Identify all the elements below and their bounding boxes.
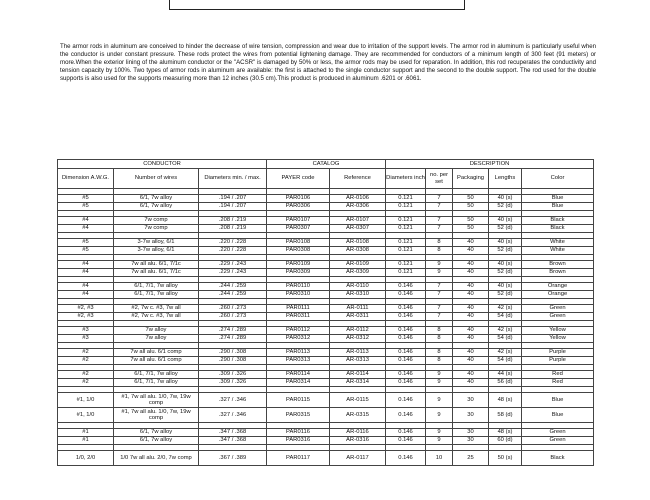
cell-reference: AR-0308 xyxy=(330,247,386,255)
cell-diameter-minmax: .229 / .243 xyxy=(199,261,267,269)
cell-wires: 7w comp xyxy=(114,217,199,225)
cell-color: Blue xyxy=(522,195,594,203)
cell-packaging: 40 xyxy=(453,283,489,291)
cell-length: 40 (s) xyxy=(489,239,522,247)
cell-diameter-inch: 0.146 xyxy=(386,327,426,335)
cell-color: Yellow xyxy=(522,335,594,343)
table-row xyxy=(58,349,594,357)
cell-color: Brown xyxy=(522,269,594,277)
cell-diameter-minmax: .244 / .259 xyxy=(199,283,267,291)
cell-diameter-minmax: .194 / .207 xyxy=(199,195,267,203)
cell-diameter-minmax: .244 / .259 xyxy=(199,291,267,299)
col-per-set: no. per set xyxy=(426,169,453,189)
cell-reference: AR-0113 xyxy=(330,349,386,357)
cell-packaging: 30 xyxy=(453,429,489,437)
table-row xyxy=(58,305,594,313)
cell-reference: AR-0109 xyxy=(330,261,386,269)
cell-payer-code: PAR0111 xyxy=(267,305,330,313)
cell-wires: 7w alloy xyxy=(114,327,199,335)
cell-diameter-inch: 0.146 xyxy=(386,349,426,357)
cell-color: White xyxy=(522,239,594,247)
cell-payer-code: PAR0114 xyxy=(267,371,330,379)
cell-dimension: #2 xyxy=(58,349,114,357)
cell-dimension: #2 xyxy=(58,357,114,365)
cell-length: 60 (d) xyxy=(489,437,522,445)
cell-dimension: #5 xyxy=(58,203,114,211)
cell-reference: AR-0316 xyxy=(330,437,386,445)
cell-packaging: 25 xyxy=(453,451,489,466)
cell-payer-code: PAR0311 xyxy=(267,313,330,321)
cell-diameter-inch: 0.146 xyxy=(386,335,426,343)
cell-packaging: 30 xyxy=(453,408,489,423)
cell-payer-code: PAR0108 xyxy=(267,239,330,247)
cell-dimension: #4 xyxy=(58,269,114,277)
cell-diameter-minmax: .274 / .289 xyxy=(199,327,267,335)
cell-per-set: 7 xyxy=(426,203,453,211)
cell-payer-code: PAR0314 xyxy=(267,379,330,387)
cell-dimension: #4 xyxy=(58,261,114,269)
cell-reference: AR-0116 xyxy=(330,429,386,437)
cell-payer-code: PAR0109 xyxy=(267,261,330,269)
cell-length: 48 (s) xyxy=(489,393,522,408)
table-row xyxy=(58,379,594,387)
cell-packaging: 40 xyxy=(453,335,489,343)
table-row xyxy=(58,429,594,437)
cell-length: 40 (s) xyxy=(489,283,522,291)
cell-diameter-minmax: .327 / .346 xyxy=(199,408,267,423)
cell-packaging: 40 xyxy=(453,291,489,299)
cell-length: 42 (s) xyxy=(489,327,522,335)
cell-color: Blue xyxy=(522,393,594,408)
cell-wires: 7w comp xyxy=(114,225,199,233)
cell-per-set: 10 xyxy=(426,451,453,466)
cell-packaging: 50 xyxy=(453,225,489,233)
cell-length: 42 (s) xyxy=(489,349,522,357)
cell-reference: AR-0311 xyxy=(330,313,386,321)
cell-dimension: #5 xyxy=(58,247,114,255)
cell-per-set: 9 xyxy=(426,408,453,423)
cell-diameter-inch: 0.146 xyxy=(386,451,426,466)
cell-reference: AR-0313 xyxy=(330,357,386,365)
table-row xyxy=(58,283,594,291)
cell-payer-code: PAR0107 xyxy=(267,217,330,225)
cell-payer-code: PAR0310 xyxy=(267,291,330,299)
cell-reference: AR-0115 xyxy=(330,393,386,408)
cell-diameter-inch: 0.121 xyxy=(386,195,426,203)
cell-dimension: #1 xyxy=(58,429,114,437)
cell-diameter-inch: 0.146 xyxy=(386,371,426,379)
table-row xyxy=(58,195,594,203)
cell-payer-code: PAR0110 xyxy=(267,283,330,291)
cell-wires: 6/1, 7w alloy xyxy=(114,203,199,211)
table-row xyxy=(58,269,594,277)
cell-per-set: 7 xyxy=(426,195,453,203)
cell-diameter-inch: 0.121 xyxy=(386,217,426,225)
cell-per-set: 7 xyxy=(426,217,453,225)
cell-color: Orange xyxy=(522,291,594,299)
cell-length: 52 (d) xyxy=(489,269,522,277)
cell-per-set: 9 xyxy=(426,393,453,408)
cell-packaging: 50 xyxy=(453,217,489,225)
cell-payer-code: PAR0309 xyxy=(267,269,330,277)
cell-dimension: #5 xyxy=(58,239,114,247)
armor-rod-table xyxy=(57,159,594,466)
group-header-row xyxy=(58,160,594,169)
cell-color: Green xyxy=(522,429,594,437)
cell-per-set: 9 xyxy=(426,261,453,269)
table-row xyxy=(58,261,594,269)
cell-packaging: 40 xyxy=(453,269,489,277)
cell-diameter-minmax: .208 / .219 xyxy=(199,217,267,225)
cell-reference: AR-0108 xyxy=(330,239,386,247)
cell-diameter-minmax: .220 / .228 xyxy=(199,239,267,247)
cell-diameter-minmax: .327 / .346 xyxy=(199,393,267,408)
cell-diameter-inch: 0.146 xyxy=(386,305,426,313)
cell-reference: AR-0111 xyxy=(330,305,386,313)
cell-diameter-inch: 0.121 xyxy=(386,261,426,269)
cell-diameter-inch: 0.146 xyxy=(386,429,426,437)
table-row xyxy=(58,357,594,365)
cell-reference: AR-0307 xyxy=(330,225,386,233)
intro-paragraph: The armor rods in aluminum are conceived to hinder the decrease of wire tension, compression and wear due to irritation of the support levels. The armor rod in aluminum is particularly useful when the conductor is under constant pressure. These rods protect the wires from potential lightening damage. They are recommended for conductors of a minimum length of 300 feet (91 meters) or more.When the exterior lining of the aluminum conductor or the "ACSR" is damaged by 50% or less, the armor rods may be used for reparation. In addition, this rod recuperates the conductivity and tension capacity by 100%. Two types of armor rods in aluminum are available: the first is attached to the single conductor support and the second to the double support. The rod used for the double supports is also used for the supports measuring more than 12 inches (30.5 cm).This product is produced in aluminum .6201 or .6061. xyxy=(60,43,596,83)
cell-length: 42 (s) xyxy=(489,305,522,313)
cell-wires: #2, 7w c. #3, 7w all xyxy=(114,305,199,313)
cell-per-set: 7 xyxy=(426,291,453,299)
cell-reference: AR-0117 xyxy=(330,451,386,466)
cell-packaging: 40 xyxy=(453,239,489,247)
cell-packaging: 30 xyxy=(453,437,489,445)
cell-reference: AR-0312 xyxy=(330,335,386,343)
cell-reference: AR-0110 xyxy=(330,283,386,291)
cell-dimension: #4 xyxy=(58,291,114,299)
cell-wires: 3-7w alloy, 6/1 xyxy=(114,239,199,247)
cell-diameter-inch: 0.121 xyxy=(386,269,426,277)
cell-reference: AR-0107 xyxy=(330,217,386,225)
table-row xyxy=(58,239,594,247)
col-reference: Reference xyxy=(330,169,386,189)
cell-packaging: 40 xyxy=(453,357,489,365)
cell-diameter-inch: 0.146 xyxy=(386,357,426,365)
col-color: Color xyxy=(522,169,594,189)
cell-diameter-minmax: .274 / .289 xyxy=(199,335,267,343)
col-diameter-inch: Diameters inch xyxy=(386,169,426,189)
cell-per-set: 7 xyxy=(426,305,453,313)
table-row xyxy=(58,335,594,343)
cell-per-set: 9 xyxy=(426,379,453,387)
cell-packaging: 50 xyxy=(453,203,489,211)
cell-diameter-minmax: .208 / .219 xyxy=(199,225,267,233)
col-packaging: Packaging xyxy=(453,169,489,189)
cell-reference: AR-0310 xyxy=(330,291,386,299)
table-row xyxy=(58,313,594,321)
cell-payer-code: PAR0113 xyxy=(267,349,330,357)
table-row xyxy=(58,225,594,233)
cell-length: 52 (d) xyxy=(489,247,522,255)
cell-length: 44 (s) xyxy=(489,371,522,379)
cell-diameter-minmax: .194 / .207 xyxy=(199,203,267,211)
cell-diameter-inch: 0.121 xyxy=(386,225,426,233)
table-row xyxy=(58,327,594,335)
cell-wires: 7w alloy xyxy=(114,335,199,343)
cell-length: 56 (d) xyxy=(489,379,522,387)
header-frame xyxy=(169,0,465,10)
cell-diameter-minmax: .309 / .326 xyxy=(199,379,267,387)
cell-reference: AR-0114 xyxy=(330,371,386,379)
cell-diameter-minmax: .260 / .273 xyxy=(199,313,267,321)
cell-diameter-inch: 0.146 xyxy=(386,313,426,321)
cell-dimension: #1, 1/0 xyxy=(58,408,114,423)
col-diameter-minmax: Diameters min. / max. xyxy=(199,169,267,189)
cell-wires: 6/1, 7w alloy xyxy=(114,437,199,445)
cell-payer-code: PAR0115 xyxy=(267,393,330,408)
cell-packaging: 50 xyxy=(453,195,489,203)
cell-wires: 7w all alu. 6/1, 7/1c xyxy=(114,269,199,277)
cell-diameter-inch: 0.146 xyxy=(386,393,426,408)
cell-dimension: #1, 1/0 xyxy=(58,393,114,408)
cell-packaging: 40 xyxy=(453,305,489,313)
cell-payer-code: PAR0106 xyxy=(267,195,330,203)
cell-color: Red xyxy=(522,371,594,379)
cell-reference: AR-0314 xyxy=(330,379,386,387)
cell-color: Blue xyxy=(522,203,594,211)
col-dimension: Dimension A.W.G. xyxy=(58,169,114,189)
cell-length: 54 (d) xyxy=(489,335,522,343)
cell-length: 52 (d) xyxy=(489,203,522,211)
cell-color: Black xyxy=(522,217,594,225)
cell-dimension: #4 xyxy=(58,225,114,233)
cell-packaging: 40 xyxy=(453,247,489,255)
cell-dimension: #2 xyxy=(58,379,114,387)
cell-packaging: 40 xyxy=(453,379,489,387)
cell-reference: AR-0112 xyxy=(330,327,386,335)
cell-dimension: #3 xyxy=(58,335,114,343)
cell-dimension: 1/0, 2/0 xyxy=(58,451,114,466)
cell-payer-code: PAR0308 xyxy=(267,247,330,255)
cell-wires: 7w all alu. 6/1 comp xyxy=(114,349,199,357)
cell-dimension: #2 xyxy=(58,371,114,379)
cell-payer-code: PAR0315 xyxy=(267,408,330,423)
col-number-of-wires: Number of wires xyxy=(114,169,199,189)
cell-diameter-minmax: .290 / .308 xyxy=(199,357,267,365)
cell-diameter-inch: 0.146 xyxy=(386,283,426,291)
table-row xyxy=(58,247,594,255)
cell-dimension: #5 xyxy=(58,195,114,203)
cell-dimension: #2, #3 xyxy=(58,305,114,313)
cell-per-set: 7 xyxy=(426,225,453,233)
cell-dimension: #2, #3 xyxy=(58,313,114,321)
cell-payer-code: PAR0117 xyxy=(267,451,330,466)
cell-packaging: 40 xyxy=(453,261,489,269)
cell-packaging: 40 xyxy=(453,371,489,379)
cell-diameter-minmax: .367 / .389 xyxy=(199,451,267,466)
cell-diameter-minmax: .229 / .243 xyxy=(199,269,267,277)
cell-packaging: 30 xyxy=(453,393,489,408)
cell-payer-code: PAR0116 xyxy=(267,429,330,437)
cell-length: 40 (s) xyxy=(489,217,522,225)
table-row xyxy=(58,371,594,379)
cell-length: 48 (s) xyxy=(489,429,522,437)
cell-color: White xyxy=(522,247,594,255)
cell-diameter-inch: 0.146 xyxy=(386,291,426,299)
cell-diameter-minmax: .260 / .273 xyxy=(199,305,267,313)
cell-wires: 6/1, 7w alloy xyxy=(114,429,199,437)
cell-color: Orange xyxy=(522,283,594,291)
table-row xyxy=(58,437,594,445)
cell-payer-code: PAR0307 xyxy=(267,225,330,233)
cell-color: Red xyxy=(522,379,594,387)
col-payer-code: PAYER code xyxy=(267,169,330,189)
cell-diameter-inch: 0.121 xyxy=(386,239,426,247)
cell-payer-code: PAR0112 xyxy=(267,327,330,335)
cell-packaging: 40 xyxy=(453,327,489,335)
table-row xyxy=(58,393,594,408)
cell-wires: 6/1, 7/1, 7w alloy xyxy=(114,291,199,299)
cell-per-set: 8 xyxy=(426,335,453,343)
cell-per-set: 9 xyxy=(426,371,453,379)
cell-reference: AR-0309 xyxy=(330,269,386,277)
col-length: Lengths xyxy=(489,169,522,189)
cell-color: Green xyxy=(522,437,594,445)
cell-per-set: 8 xyxy=(426,247,453,255)
cell-packaging: 40 xyxy=(453,349,489,357)
cell-length: 54 (d) xyxy=(489,313,522,321)
catalog-heading: CATALOG xyxy=(267,160,386,169)
cell-diameter-minmax: .309 / .326 xyxy=(199,371,267,379)
cell-color: Yellow xyxy=(522,327,594,335)
cell-wires: 1/0 7w all alu. 2/0, 7w comp xyxy=(114,451,199,466)
cell-dimension: #1 xyxy=(58,437,114,445)
cell-payer-code: PAR0313 xyxy=(267,357,330,365)
cell-payer-code: PAR0316 xyxy=(267,437,330,445)
cell-per-set: 8 xyxy=(426,357,453,365)
column-header-row xyxy=(58,169,594,189)
cell-length: 58 (d) xyxy=(489,408,522,423)
cell-diameter-inch: 0.146 xyxy=(386,437,426,445)
cell-color: Brown xyxy=(522,261,594,269)
cell-diameter-minmax: .290 / .308 xyxy=(199,349,267,357)
cell-diameter-minmax: .347 / .368 xyxy=(199,437,267,445)
cell-wires: 7w all alu. 6/1, 7/1c xyxy=(114,261,199,269)
cell-per-set: 8 xyxy=(426,327,453,335)
cell-dimension: #4 xyxy=(58,283,114,291)
cell-reference: AR-0315 xyxy=(330,408,386,423)
cell-diameter-minmax: .347 / .368 xyxy=(199,429,267,437)
cell-color: Black xyxy=(522,225,594,233)
table-row xyxy=(58,451,594,466)
cell-wires: #1, 7w all alu. 1/0, 7w, 19w comp xyxy=(114,393,199,408)
cell-per-set: 9 xyxy=(426,437,453,445)
cell-diameter-inch: 0.121 xyxy=(386,247,426,255)
cell-wires: 3-7w alloy, 6/1 xyxy=(114,247,199,255)
cell-diameter-inch: 0.146 xyxy=(386,408,426,423)
cell-reference: AR-0106 xyxy=(330,195,386,203)
cell-per-set: 8 xyxy=(426,349,453,357)
cell-color: Black xyxy=(522,451,594,466)
cell-color: Purple xyxy=(522,357,594,365)
cell-per-set: 8 xyxy=(426,239,453,247)
cell-wires: 6/1, 7/1, 7w alloy xyxy=(114,379,199,387)
cell-wires: #1, 7w all alu. 1/0, 7w, 19w comp xyxy=(114,408,199,423)
cell-payer-code: PAR0306 xyxy=(267,203,330,211)
cell-diameter-inch: 0.121 xyxy=(386,203,426,211)
cell-length: 40 (s) xyxy=(489,195,522,203)
table-row xyxy=(58,291,594,299)
table-row xyxy=(58,217,594,225)
table-row xyxy=(58,203,594,211)
cell-color: Green xyxy=(522,313,594,321)
cell-per-set: 7 xyxy=(426,283,453,291)
cell-length: 52 (d) xyxy=(489,291,522,299)
cell-per-set: 9 xyxy=(426,269,453,277)
cell-color: Green xyxy=(522,305,594,313)
table-row xyxy=(58,408,594,423)
cell-diameter-inch: 0.146 xyxy=(386,379,426,387)
cell-wires: 6/1, 7/1, 7w alloy xyxy=(114,371,199,379)
cell-length: 50 (s) xyxy=(489,451,522,466)
cell-wires: 6/1, 7/1, 7w alloy xyxy=(114,283,199,291)
cell-payer-code: PAR0312 xyxy=(267,335,330,343)
description-heading: DESCRIPTION xyxy=(386,160,594,169)
cell-length: 52 (d) xyxy=(489,225,522,233)
cell-color: Purple xyxy=(522,349,594,357)
cell-length: 54 (d) xyxy=(489,357,522,365)
cell-dimension: #4 xyxy=(58,217,114,225)
cell-reference: AR-0306 xyxy=(330,203,386,211)
cell-per-set: 7 xyxy=(426,313,453,321)
cell-wires: #2, 7w c. #3, 7w all xyxy=(114,313,199,321)
cell-dimension: #3 xyxy=(58,327,114,335)
cell-wires: 6/1, 7w alloy xyxy=(114,195,199,203)
cell-per-set: 9 xyxy=(426,429,453,437)
cell-color: Blue xyxy=(522,408,594,423)
conductor-heading: CONDUCTOR xyxy=(58,160,267,169)
cell-packaging: 40 xyxy=(453,313,489,321)
cell-diameter-minmax: .220 / .228 xyxy=(199,247,267,255)
cell-wires: 7w all alu. 6/1 comp xyxy=(114,357,199,365)
cell-length: 40 (s) xyxy=(489,261,522,269)
